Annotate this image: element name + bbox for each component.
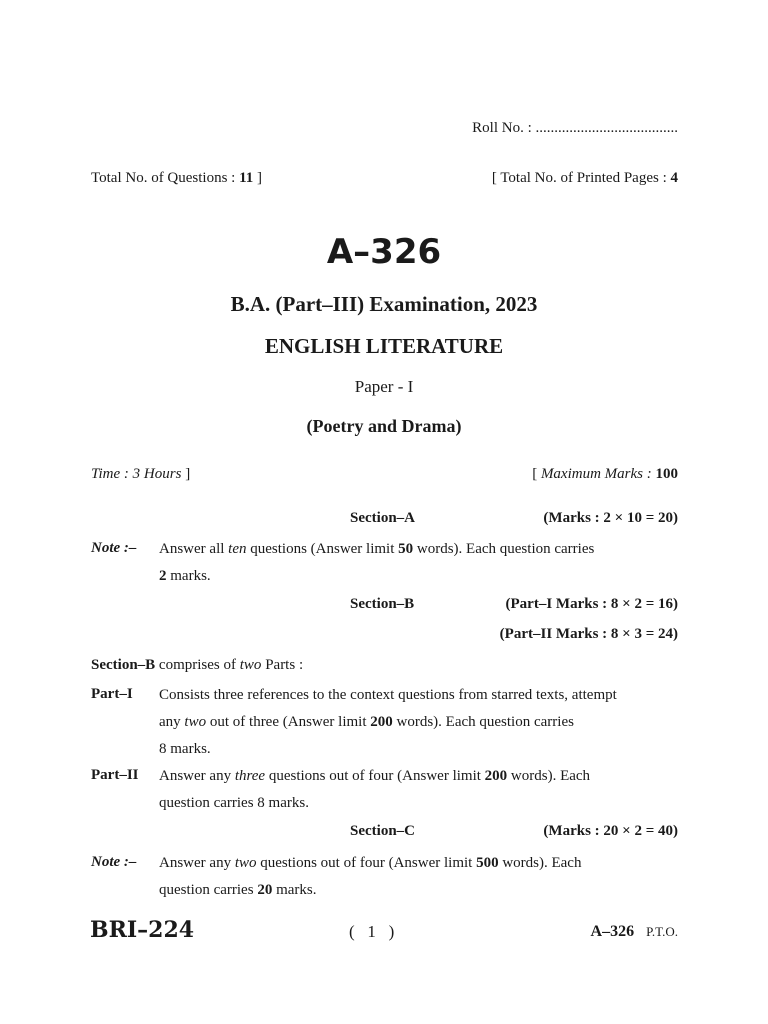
- roll-label: Roll No. :: [472, 120, 532, 136]
- section-b-marks-part1: (Part–I Marks : 8 × 2 = 16): [505, 596, 678, 612]
- part2-label: Part–II: [91, 767, 139, 783]
- section-c-marks: (Marks : 20 × 2 = 40): [543, 823, 678, 839]
- questions-close: ]: [257, 170, 263, 186]
- exam-title: B.A. (Part–III) Examination, 2023: [230, 292, 538, 316]
- section-a-marks: (Marks : 2 × 10 = 20): [543, 510, 678, 526]
- time-allowed: [91, 466, 190, 483]
- total-questions: [91, 170, 262, 187]
- section-c-note: Answer any two questions out of four (Answer limit 500 words). Each question carries 20 marks.: [159, 855, 582, 898]
- subject-title: ENGLISH LITERATURE: [264, 334, 504, 358]
- marks-open: [: [532, 466, 538, 482]
- part2-text: Answer any three questions out of four (Answer limit 200 words). Each question carries 8 marks.: [159, 768, 591, 811]
- part1-label: Part–I: [91, 686, 133, 702]
- pages-value: 4: [670, 170, 678, 186]
- footer-right-code: A–326: [590, 923, 635, 940]
- section-b-comprises: Section–B comprises of two Parts :: [91, 657, 304, 673]
- maximum-marks: [532, 466, 678, 483]
- section-a-note: Answer all ten questions (Answer limit 50 words). Each question carries 2 marks.: [159, 541, 595, 584]
- section-b-heading: Section–B: [350, 596, 415, 612]
- section-a-note-label: Note :–: [91, 540, 137, 556]
- roll-number-line: [472, 120, 678, 137]
- paper-number: Paper - I: [354, 377, 414, 396]
- section-a-heading: Section–A: [350, 510, 415, 526]
- page-number: ( 1 ): [349, 922, 395, 941]
- section-c-heading: Section–C: [350, 823, 415, 839]
- footer-right: [591, 923, 678, 941]
- total-pages: [492, 170, 678, 187]
- marks-value: 100: [655, 466, 678, 482]
- section-c-note-label: Note :–: [91, 854, 137, 870]
- section-b-marks-part2: (Part–II Marks : 8 × 3 = 24): [499, 626, 678, 642]
- footer-left-code: BRI–224: [90, 917, 195, 943]
- marks-label: Maximum Marks :: [540, 466, 652, 482]
- pages-label: [ Total No. of Printed Pages :: [491, 170, 667, 186]
- paper-code: A–326: [326, 232, 442, 272]
- paper-topic: (Poetry and Drama): [306, 416, 462, 436]
- pto-label: P.T.O.: [646, 924, 678, 939]
- roll-dots: ......................................: [535, 120, 678, 136]
- time-label: Time : 3 Hours: [91, 466, 182, 482]
- questions-value: 11: [239, 170, 254, 186]
- questions-label: Total No. of Questions :: [91, 170, 236, 186]
- time-close: ]: [185, 466, 191, 482]
- part1-text: Consists three references to the context questions from starred texts, attempt any two out of three (Answer limit 200 words). Each question carries 8 marks.: [159, 687, 617, 757]
